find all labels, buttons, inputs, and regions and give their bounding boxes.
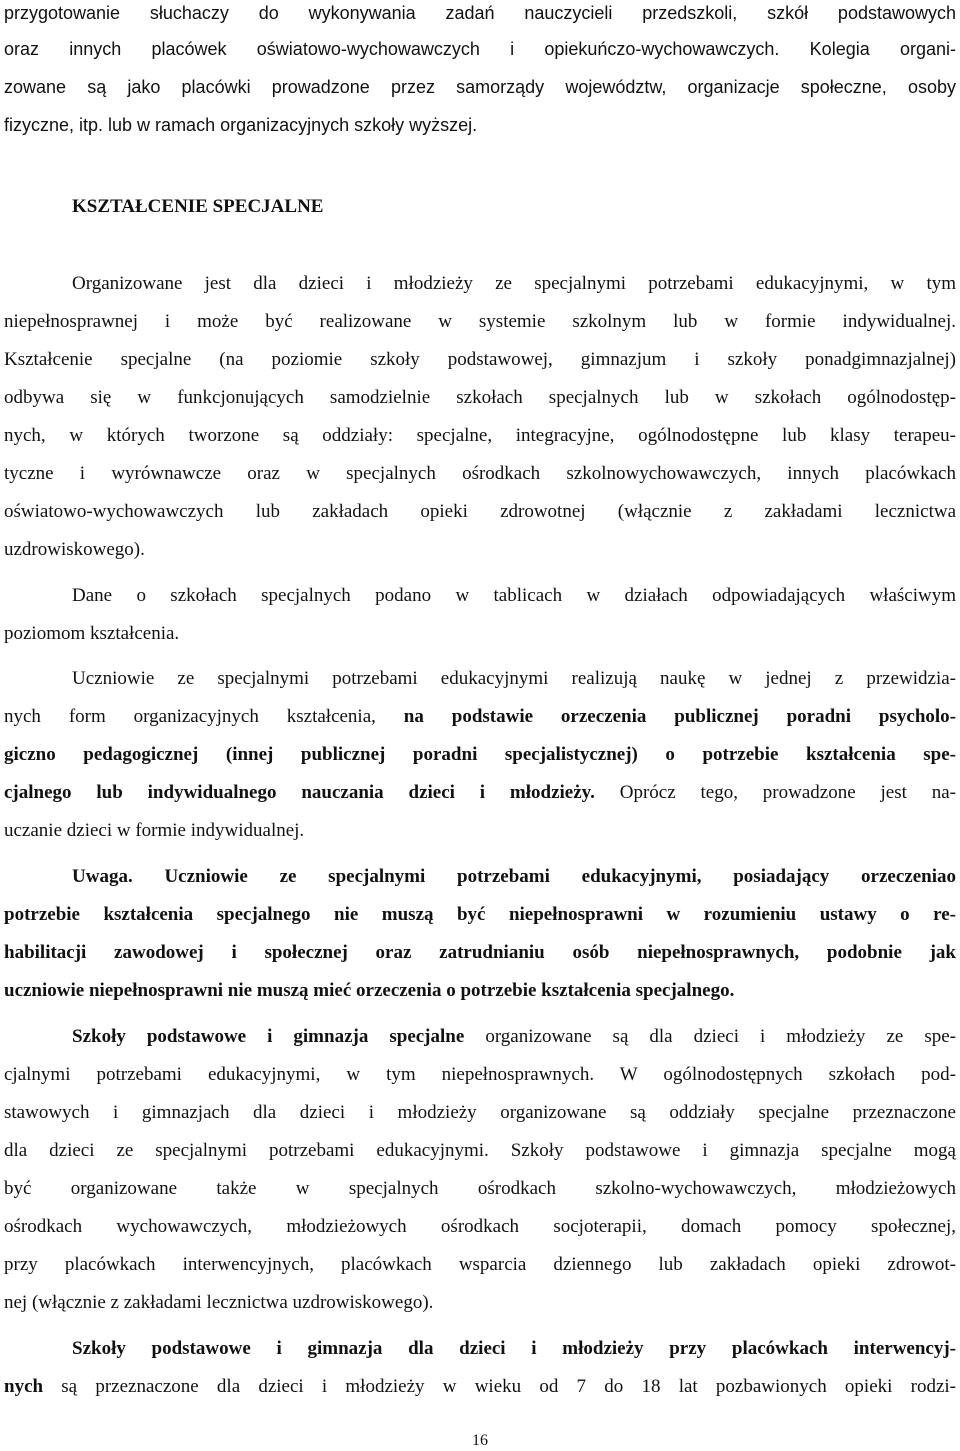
paragraph-line: być organizowane także w specjalnych ośrodkach szkolno-wychowawczych, młodzieżowych: [4, 1178, 956, 1199]
paragraph-line: nej (włącznie z zakładami lecznictwa uzdrowiskowego).: [4, 1292, 434, 1313]
bold-text: giczno pedagogicznej (innej publicznej poradni specjalistycznej) o potrzebie kształcenia spe-: [4, 744, 956, 765]
paragraph-line: poziomom kształcenia.: [4, 623, 180, 644]
bold-text: Szkoły podstawowe i gimnazja specjalne: [72, 1026, 465, 1047]
paragraph-line: stawowych i gimnazjach dla dzieci i młodzieży organizowane są oddziały specjalne przeznaczone: [4, 1102, 956, 1123]
page-number: 16: [472, 1432, 488, 1449]
note-line: potrzebie kształcenia specjalnego nie muszą być niepełnosprawni w rozumieniu ustawy o re-: [4, 904, 956, 925]
bold-text: nych: [4, 1376, 44, 1397]
paragraph-line: cjalnymi potrzebami edukacyjnymi, w tym niepełnosprawnych. W ogólnodostępnych szkołach pod-: [4, 1064, 956, 1085]
paragraph-line: Dane o szkołach specjalnych podano w tablicach w działach odpowiadających właściwym: [72, 585, 956, 606]
paragraph-line: nych, w których tworzone są oddziały: specjalne, integracyjne, ogólnodostępne lub klasy terapeu-: [4, 425, 956, 446]
note-line: habilitacji zawodowej i społecznej oraz zatrudnianiu osób niepełnosprawnych, podobnie jak: [4, 942, 956, 963]
paragraph-line: [4, 780, 956, 806]
intro-line: przygotowanie słuchaczy do wykonywania zadań nauczycieli przedszkoli, szkół podstawowych: [4, 3, 956, 23]
paragraph-line: [72, 1024, 956, 1050]
note-line: uczniowie niepełnosprawni nie muszą mieć orzeczenia o potrzebie kształcenia specjalnego.: [4, 980, 735, 1001]
bold-text: Szkoły podstawowe i gimnazja dla dzieci i młodzieży przy placówkach interwencyj-: [72, 1338, 956, 1359]
plain-text: są przeznaczone dla dzieci i młodzieży w wieku od 7 do 18 lat pozbawionych opieki rodzi-: [43, 1376, 956, 1397]
paragraph-line: uzdrowiskowego).: [4, 539, 145, 560]
paragraph-line: Uczniowie ze specjalnymi potrzebami edukacyjnymi realizują naukę w jednej z przewidzia-: [72, 668, 956, 689]
paragraph-line: Organizowane jest dla dzieci i młodzieży ze specjalnymi potrzebami edukacyjnymi, w tym: [72, 273, 956, 294]
paragraph-line: Kształcenie specjalne (na poziomie szkoły podstawowej, gimnazjum i szkoły ponadgimnazjalnej): [4, 349, 956, 370]
plain-text: nych form organizacyjnych kształcenia,: [4, 706, 404, 727]
intro-line: fizyczne, itp. lub w ramach organizacyjnych szkoły wyższej.: [4, 115, 478, 135]
note-line: Uwaga. Uczniowie ze specjalnymi potrzebami edukacyjnymi, posiadający orzeczeniao: [72, 866, 956, 887]
paragraph-line: ośrodkach wychowawczych, młodzieżowych ośrodkach socjoterapii, domach pomocy społecznej,: [4, 1216, 956, 1237]
paragraph-line: uczanie dzieci w formie indywidualnej.: [4, 820, 305, 841]
bold-text: cjalnego lub indywidualnego nauczania dzieci i młodzieży.: [4, 782, 595, 803]
paragraph-line: tyczne i wyrównawcze oraz w specjalnych ośrodkach szkolnowychowawczych, innych placówkach: [4, 463, 956, 484]
paragraph-line: przy placówkach interwencyjnych, placówkach wsparcia dziennego lub zakładach opieki zdrowot-: [4, 1254, 956, 1275]
intro-line: zowane są jako placówki prowadzone przez samorządy województw, organizacje społeczne, osoby: [4, 77, 956, 97]
paragraph-line: [4, 1374, 956, 1400]
plain-text: Oprócz tego, prowadzone jest na-: [594, 782, 956, 803]
paragraph-line: [72, 1336, 956, 1362]
paragraph-line: [4, 704, 956, 730]
paragraph-line: [4, 742, 956, 768]
section-heading: KSZTAŁCENIE SPECJALNE: [72, 196, 324, 217]
plain-text: organizowane są dla dzieci i młodzieży ze spe-: [464, 1026, 956, 1047]
bold-text: na podstawie orzeczenia publicznej poradni psycholo-: [403, 706, 956, 727]
paragraph-line: oświatowo-wychowawczych lub zakładach opieki zdrowotnej (włącznie z zakładami lecznictwa: [4, 501, 956, 522]
paragraph-line: odbywa się w funkcjonujących samodzielnie szkołach specjalnych lub w szkołach ogólnodostęp-: [4, 387, 956, 408]
intro-line: oraz innych placówek oświatowo-wychowawczych i opiekuńczo-wychowawczych. Kolegia organi-: [4, 39, 956, 59]
paragraph-line: niepełnosprawnej i może być realizowane w systemie szkolnym lub w formie indywidualnej.: [4, 311, 956, 332]
paragraph-line: dla dzieci ze specjalnymi potrzebami edukacyjnymi. Szkoły podstawowe i gimnazja specjalne mogą: [4, 1140, 956, 1161]
